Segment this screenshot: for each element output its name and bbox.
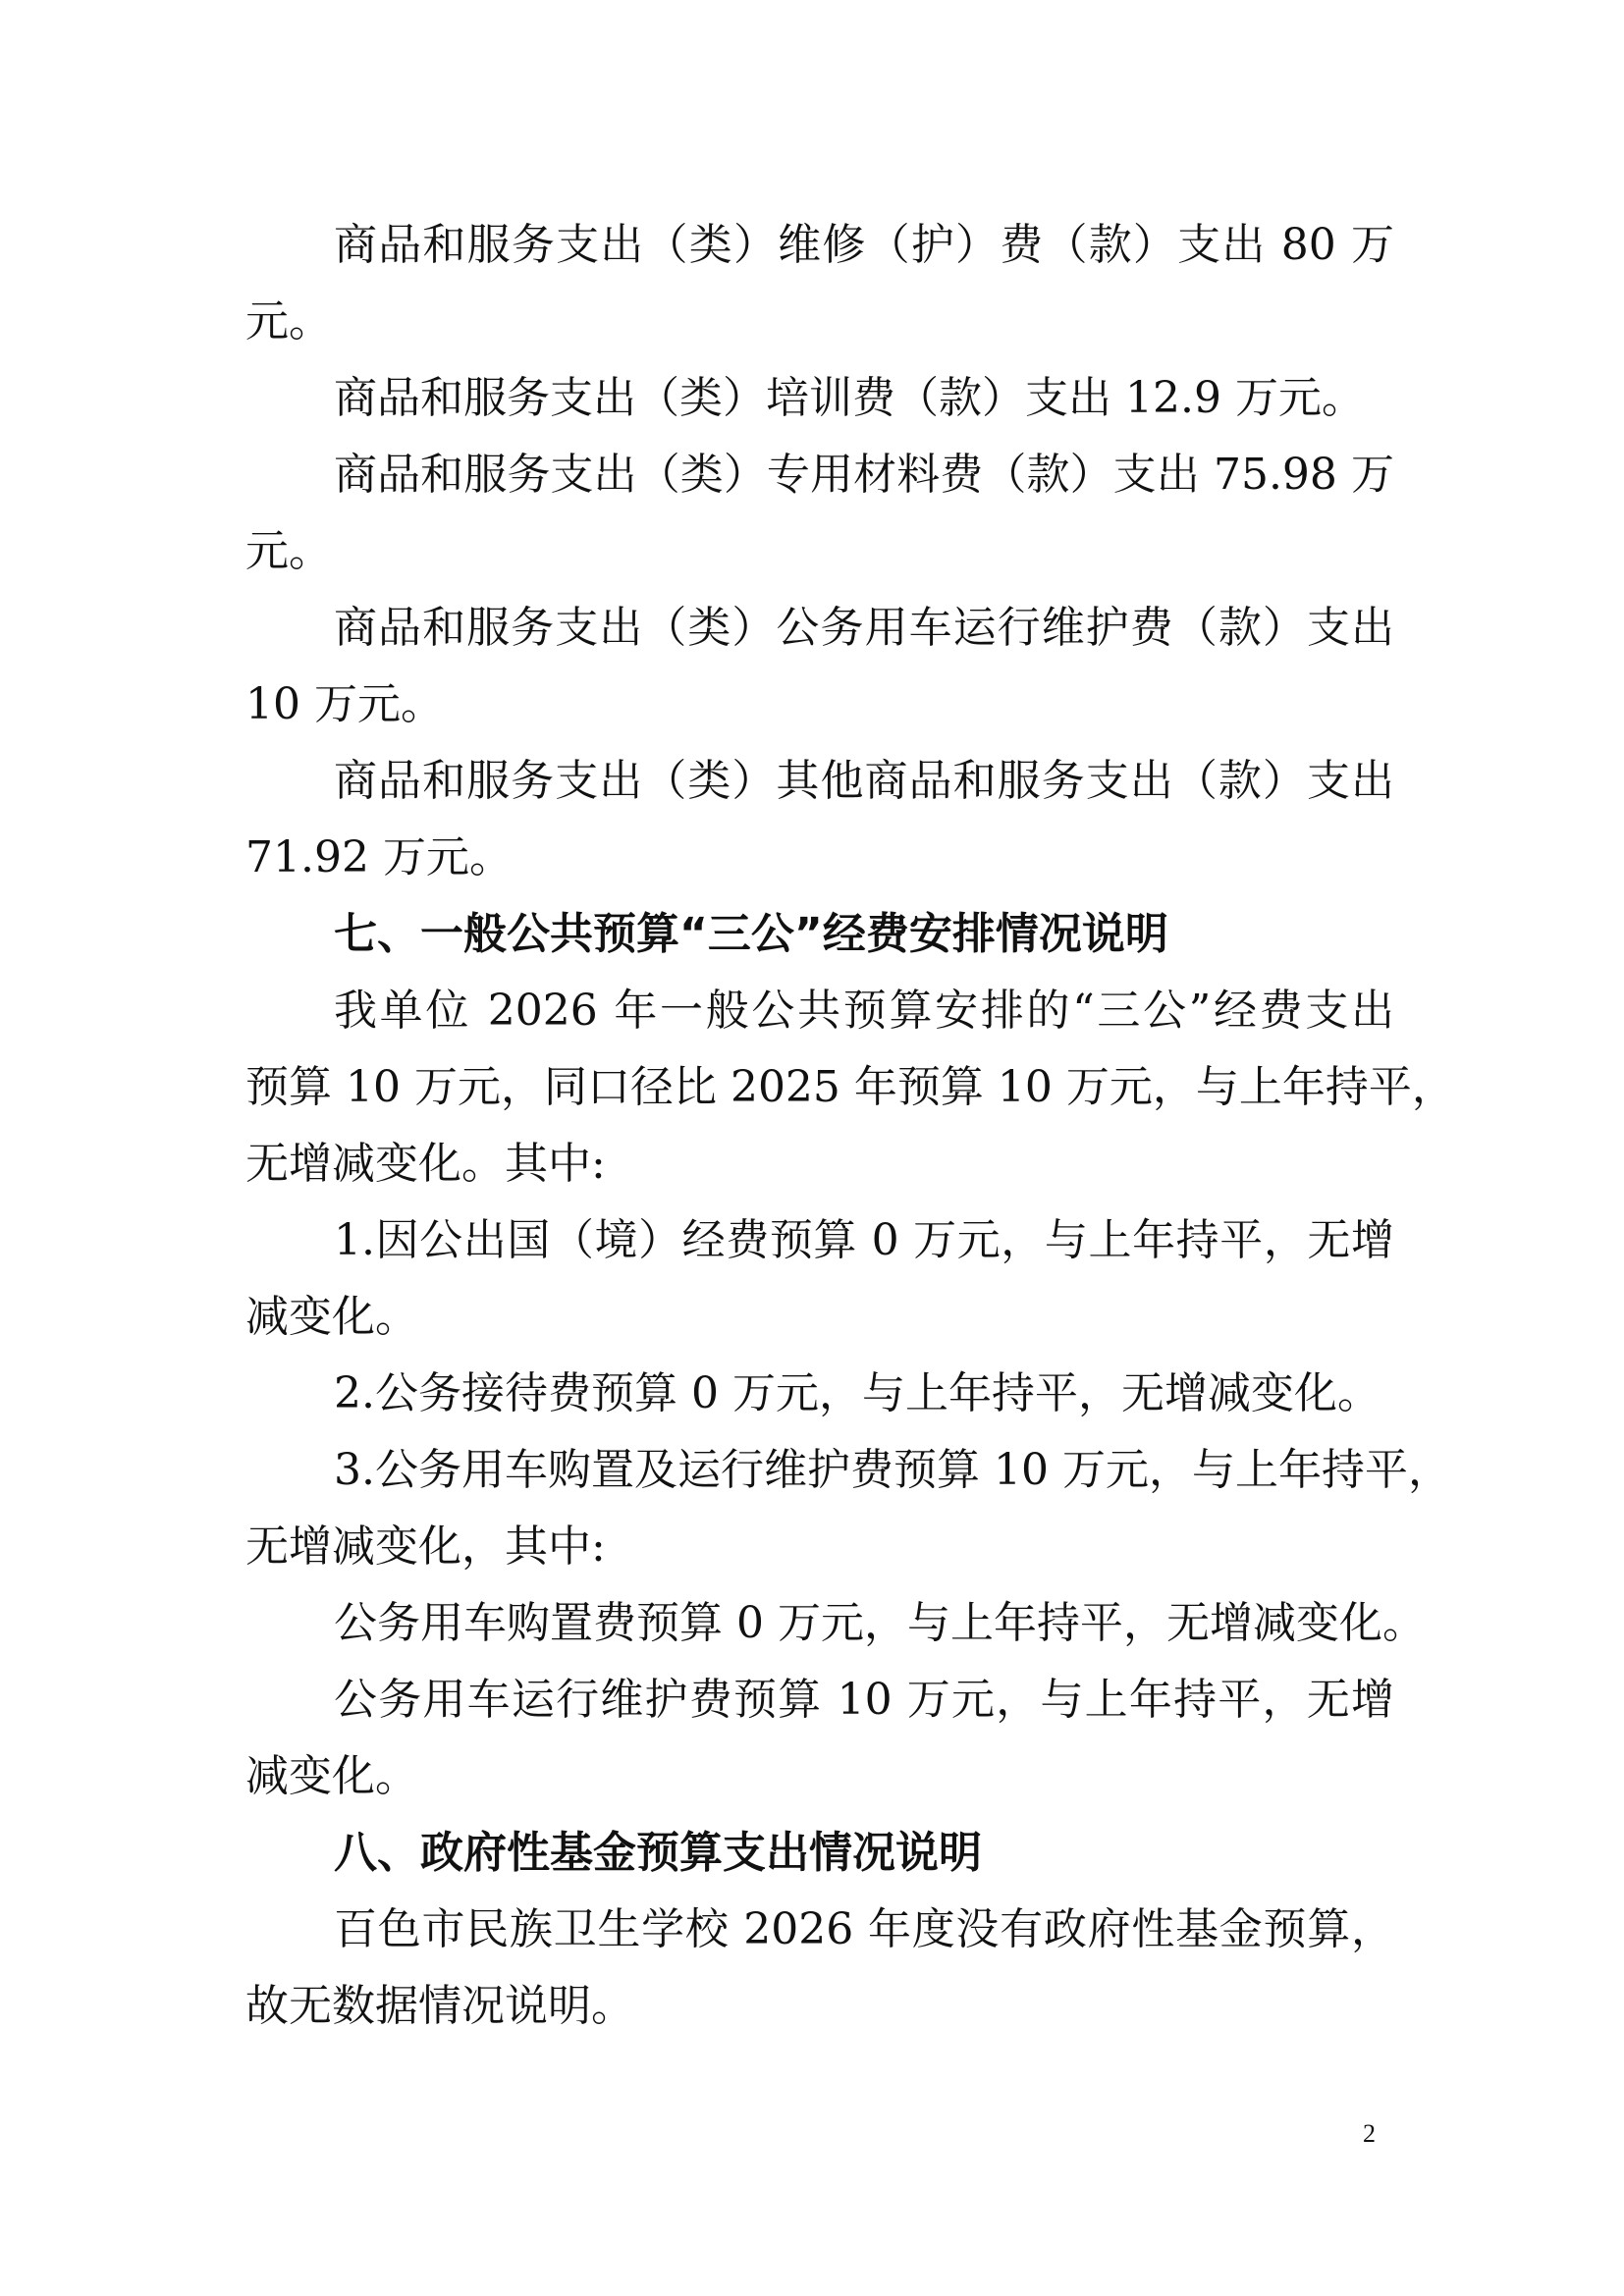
page-number: 2: [1363, 2119, 1376, 2148]
paragraph-line: 减变化。: [245, 1751, 418, 1801]
paragraph-line: 故无数据情况说明。: [245, 1981, 634, 2031]
paragraph-line: 元。: [245, 526, 332, 576]
paragraph-line: 预算 10 万元，同口径比 2025 年预算 10 万元，与上年持平，: [245, 1062, 1455, 1112]
paragraph-line: 我单位 2026 年一般公共预算安排的“三公”经费支出: [334, 986, 1394, 1036]
list-item-line: 1.因公出国（境）经费预算 0 万元，与上年持平，无增: [334, 1215, 1394, 1265]
paragraph-line: 商品和服务支出（类）培训费（款）支出 12.9 万元。: [334, 373, 1365, 423]
paragraph-line: 公务用车购置费预算 0 万元，与上年持平，无增减变化。: [334, 1598, 1426, 1648]
paragraph-line: 商品和服务支出（类）专用材料费（款）支出 75.98 万: [334, 450, 1394, 500]
paragraph-line: 无增减变化。其中:: [245, 1139, 606, 1189]
paragraph-line: 商品和服务支出（类）公务用车运行维护费（款）支出: [334, 603, 1394, 653]
paragraph-line: 商品和服务支出（类）其他商品和服务支出（款）支出: [334, 756, 1394, 806]
paragraph-line: 公务用车运行维护费预算 10 万元，与上年持平，无增: [334, 1675, 1394, 1725]
paragraph-line: 商品和服务支出（类）维修（护）费（款）支出 80 万: [334, 220, 1394, 270]
section-heading-seven: 七、一般公共预算“三公”经费安排情况说明: [334, 909, 1168, 959]
list-item-line: 无增减变化，其中:: [245, 1522, 606, 1572]
list-item-line: 2.公务接待费预算 0 万元，与上年持平，无增减变化。: [334, 1368, 1380, 1418]
list-item-line: 减变化。: [245, 1292, 418, 1342]
paragraph-line: 百色市民族卫生学校 2026 年度没有政府性基金预算，: [334, 1904, 1394, 1954]
list-item-line: 3.公务用车购置及运行维护费预算 10 万元，与上年持平，: [334, 1445, 1451, 1495]
section-heading-eight: 八、政府性基金预算支出情况说明: [334, 1828, 982, 1878]
paragraph-line: 71.92 万元。: [245, 832, 513, 882]
paragraph-line: 元。: [245, 296, 332, 347]
paragraph-line: 10 万元。: [245, 679, 444, 729]
